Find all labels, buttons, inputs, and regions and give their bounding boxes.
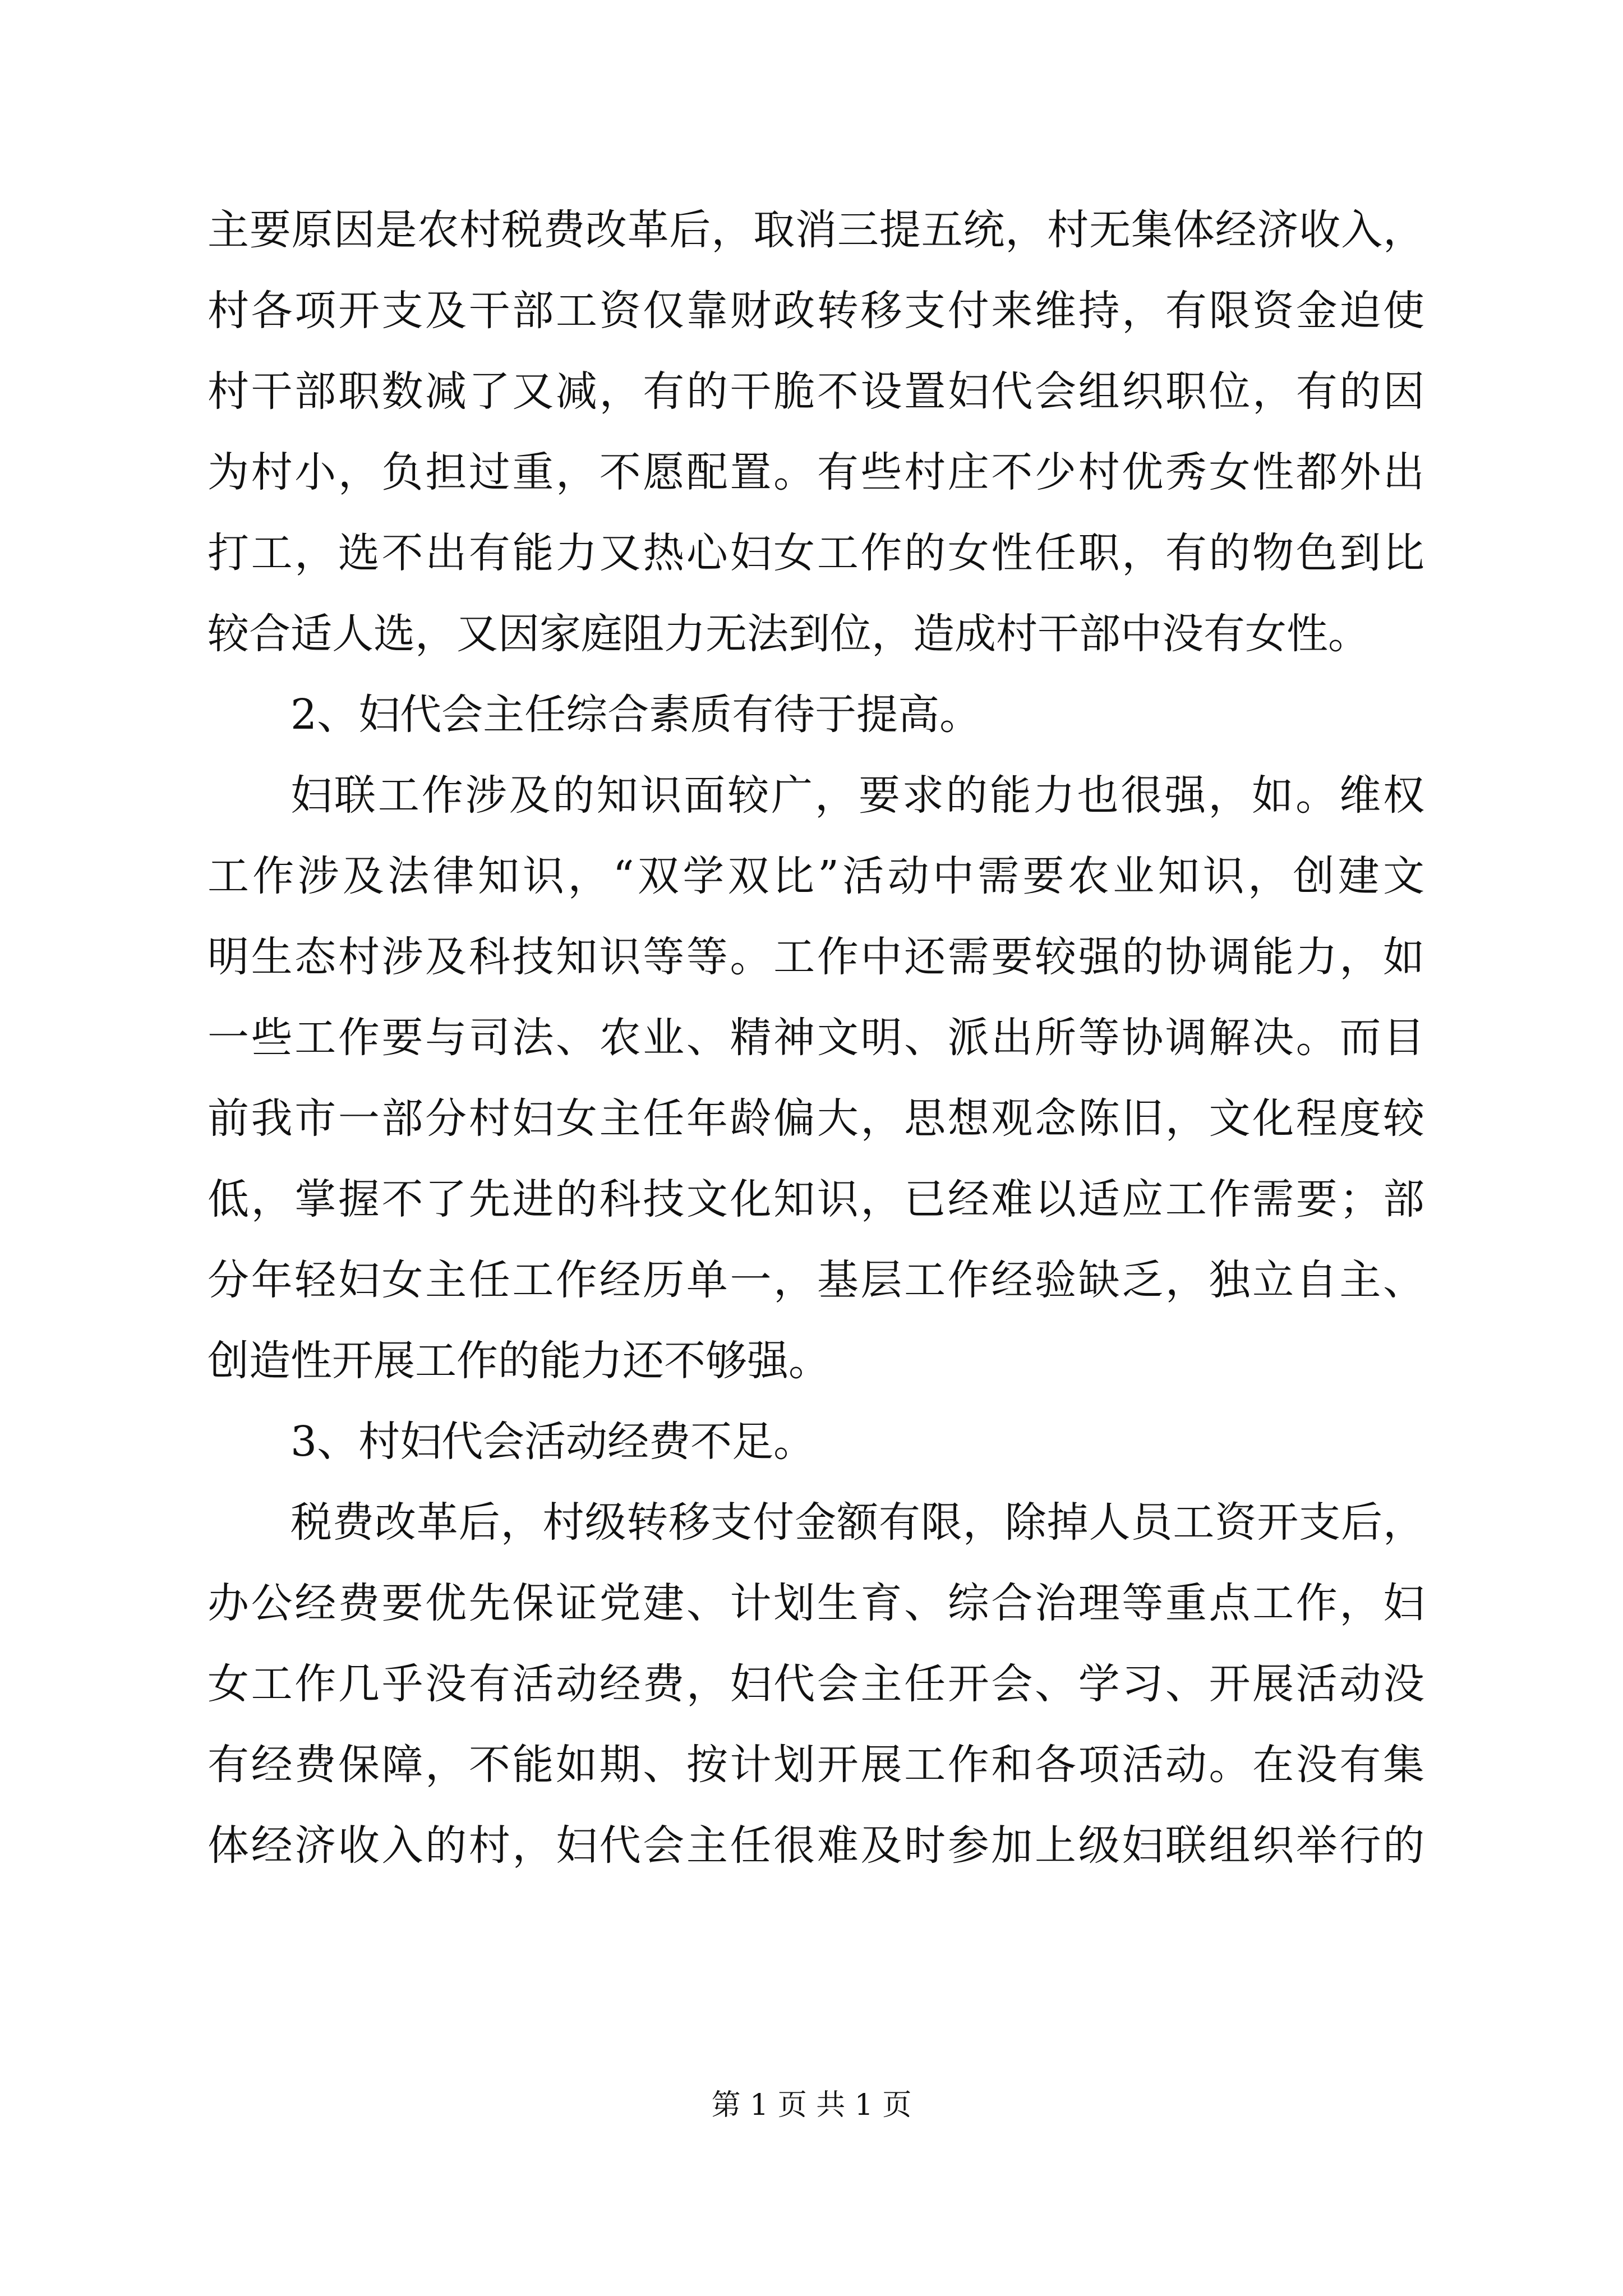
text-line: 工作涉及法律知识，“双学双比”活动中需要农业知识，创建文 bbox=[208, 852, 1424, 900]
text-line: 分年轻妇女主任工作经历单一，基层工作经验缺乏，独立自主、 bbox=[208, 1256, 1424, 1304]
text-line: 为村小，负担过重，不愿配置。有些村庄不少村优秀女性都外出 bbox=[208, 448, 1424, 496]
text-line: 2、妇代会主任综合素质有待于提高。 bbox=[291, 691, 981, 739]
text-line: 明生态村涉及科技知识等等。工作中还需要较强的协调能力，如 bbox=[208, 933, 1424, 981]
text-line: 较合适人选，又因家庭阻力无法到位，造成村干部中没有女性。 bbox=[208, 610, 1370, 658]
text-line: 低，掌握不了先进的科技文化知识，已经难以适应工作需要；部 bbox=[208, 1175, 1424, 1223]
text-line: 主要原因是农村税费改革后，取消三提五统，村无集体经济收入， bbox=[208, 206, 1424, 254]
text-line: 前我市一部分村妇女主任年龄偏大，思想观念陈旧，文化程度较 bbox=[208, 1094, 1424, 1143]
body-text bbox=[208, 190, 1424, 1886]
text-line: 税费改革后，村级转移支付金额有限，除掉人员工资开支后， bbox=[291, 1498, 1424, 1547]
text-line: 打工，选不出有能力又热心妇女工作的女性任职，有的物色到比 bbox=[208, 529, 1424, 577]
text-line: 村干部职数减了又减，有的干脆不设置妇代会组织职位，有的因 bbox=[208, 367, 1424, 416]
text-line: 村各项开支及干部工资仅靠财政转移支付来维持，有限资金迫使 bbox=[208, 287, 1424, 335]
text-line: 女工作几乎没有活动经费，妇代会主任开会、学习、开展活动没 bbox=[208, 1660, 1424, 1708]
text-line: 一些工作要与司法、农业、精神文明、派出所等协调解决。而目 bbox=[208, 1014, 1424, 1062]
text-line: 办公经费要优先保证党建、计划生育、综合治理等重点工作，妇 bbox=[208, 1579, 1424, 1627]
text-line: 创造性开展工作的能力还不够强。 bbox=[208, 1337, 830, 1385]
text-line: 3、村妇代会活动经费不足。 bbox=[291, 1418, 815, 1466]
text-line: 体经济收入的村，妇代会主任很难及时参加上级妇联组织举行的 bbox=[208, 1821, 1424, 1870]
text-line: 有经费保障，不能如期、按计划开展工作和各项活动。在没有集 bbox=[208, 1741, 1424, 1789]
page-footer: 第 1 页 共 1 页 bbox=[711, 2088, 912, 2122]
text-line: 妇联工作涉及的知识面较广，要求的能力也很强，如。维权 bbox=[291, 771, 1424, 820]
